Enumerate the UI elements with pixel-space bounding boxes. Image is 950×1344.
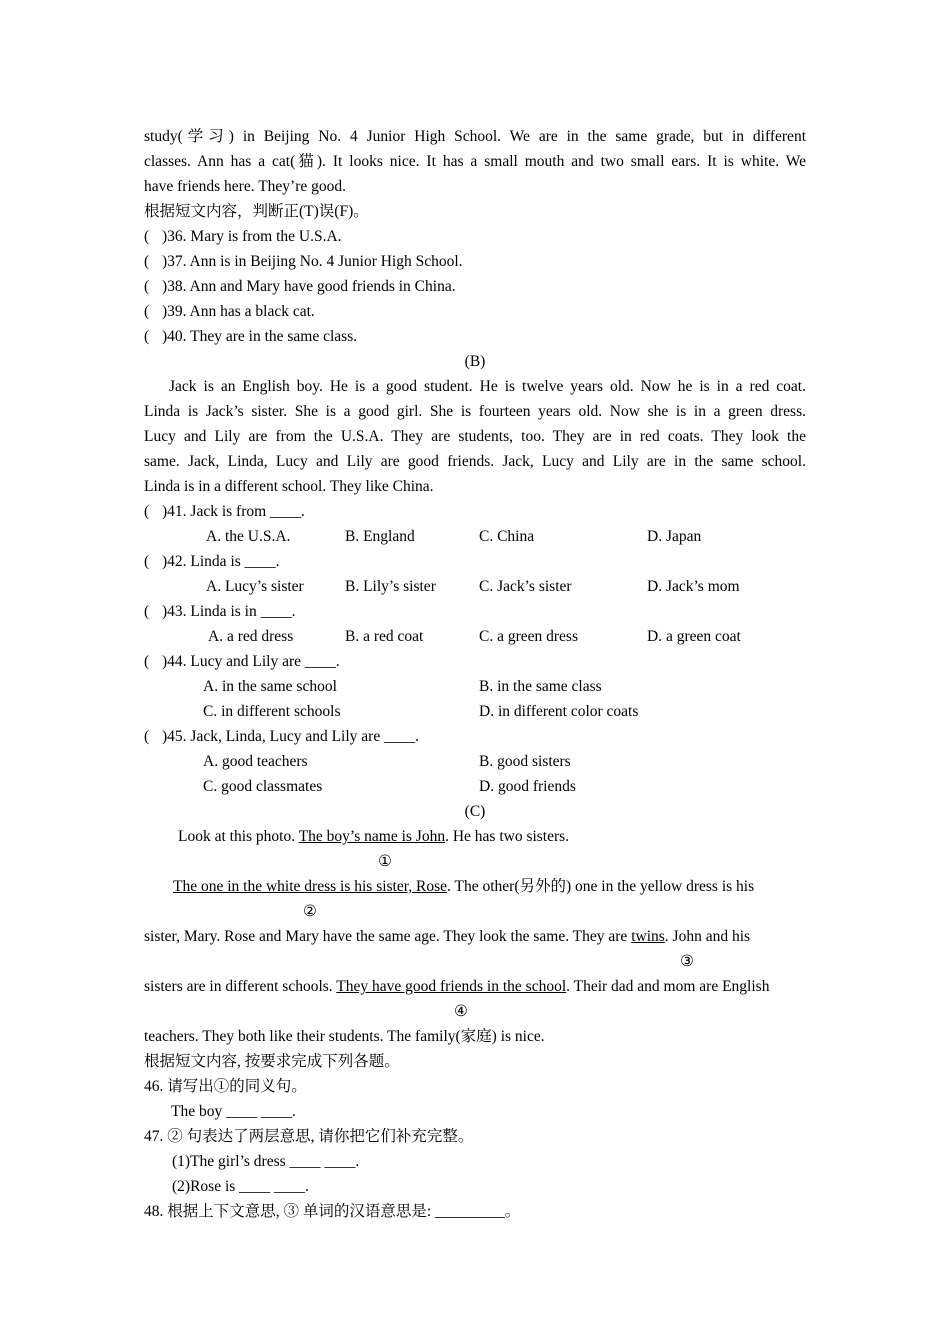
question-47: 47. ② 句表达了两层意思, 请你把它们补充完整。	[144, 1128, 474, 1145]
options-41	[144, 524, 806, 549]
passage-c-line-1: Look at this photo. The boy’s name is John. He has two sisters.	[178, 828, 570, 845]
answer-blank[interactable]: (	[144, 228, 150, 245]
options-44-row2	[144, 699, 806, 724]
option-c[interactable]: C. Jack’s sister	[479, 578, 572, 595]
option-c[interactable]: C. China	[479, 528, 535, 545]
question-42: ( )42. Linda is ____.	[144, 549, 806, 574]
marker-row-3	[144, 949, 806, 974]
passage-c-line-3: sister, Mary. Rose and Mary have the same age. They look the same. They are twins. John and his	[144, 928, 751, 945]
question-46: 46. 请写出①的同义句。	[144, 1078, 307, 1095]
question-45: ( )45. Jack, Linda, Lucy and Lily are ____.	[144, 724, 806, 749]
option-d[interactable]: D. Jack’s mom	[647, 578, 740, 595]
option-d[interactable]: D. in different color coats	[479, 703, 639, 720]
option-d[interactable]: D. good friends	[479, 778, 576, 795]
option-b[interactable]: B. a red coat	[345, 628, 424, 645]
marker-row-1	[144, 849, 806, 874]
option-b[interactable]: B. England	[345, 528, 415, 545]
question-44: ( )44. Lucy and Lily are ____.	[144, 649, 806, 674]
option-c[interactable]: C. a green dress	[479, 628, 578, 645]
section-b-heading: (B)	[464, 353, 486, 370]
option-b[interactable]: B. in the same class	[479, 678, 602, 695]
question-48: 48. 根据上下文意思, ③ 单词的汉语意思是: _________。	[144, 1203, 521, 1220]
answer-blank[interactable]: (	[144, 253, 150, 270]
underlined-sentence-4: They have good friends in the school	[336, 978, 567, 995]
question-43: ( )43. Linda is in ____.	[144, 599, 806, 624]
answer-blank[interactable]: (	[144, 553, 150, 570]
options-45-row2	[144, 774, 806, 799]
passage-b-line: Lucy and Lily are from the U.S.A. They are students, too. They are in red coats. They look the	[144, 428, 806, 445]
exam-page	[144, 124, 806, 1224]
passage-c-line-5: teachers. They both like their students. The family(家庭) is nice.	[144, 1028, 545, 1045]
question-37: ( )37. Ann is in Beijing No. 4 Junior High School.	[144, 249, 806, 274]
circled-number-3: ③	[680, 953, 694, 970]
option-a[interactable]: A. good teachers	[203, 753, 308, 770]
answer-blank[interactable]: (	[144, 328, 150, 345]
options-42	[144, 574, 806, 599]
question-39: ( )39. Ann has a black cat.	[144, 299, 806, 324]
passage-b-line: Linda is in a different school. They like China.	[144, 478, 434, 495]
instruction-a: 根据短文内容，判断正(T)误(F)。	[144, 203, 369, 220]
marker-row-4	[144, 999, 806, 1024]
option-a[interactable]: A. in the same school	[203, 678, 337, 695]
options-44-row1	[144, 674, 806, 699]
answer-blank[interactable]: (	[144, 728, 150, 745]
marker-row-2	[144, 899, 806, 924]
passage-b-line: Linda is Jack’s sister. She is a good girl. She is fourteen years old. Now she is in a green dress.	[144, 403, 806, 420]
circled-number-2: ②	[303, 903, 317, 920]
question-36: ( )36. Mary is from the U.S.A.	[144, 224, 806, 249]
option-d[interactable]: D. Japan	[647, 528, 702, 545]
underlined-sentence-1: The boy’s name is John	[298, 828, 446, 845]
passage-a-line: study(学习) in Beijing No. 4 Junior High School. We are in the same grade, but in different	[144, 128, 806, 145]
option-d[interactable]: D. a green coat	[647, 628, 741, 645]
passage-b-line: Jack is an English boy. He is a good student. He is twelve years old. Now he is in a red coat.	[169, 378, 806, 395]
underlined-word-3: twins	[631, 928, 665, 945]
circled-number-4: ④	[454, 1003, 468, 1020]
answer-blank[interactable]: (	[144, 503, 150, 520]
answer-blank[interactable]: (	[144, 303, 150, 320]
option-a[interactable]: A. Lucy’s sister	[206, 578, 304, 595]
passage-a-line: have friends here. They’re good.	[144, 178, 346, 195]
answer-47-1[interactable]: (1)The girl’s dress ____ ____.	[172, 1153, 360, 1170]
underlined-sentence-2: The one in the white dress is his sister, Rose	[173, 878, 448, 895]
section-c-heading: (C)	[464, 803, 486, 820]
option-a[interactable]: A. the U.S.A.	[206, 528, 291, 545]
option-c[interactable]: C. good classmates	[203, 778, 323, 795]
option-b[interactable]: B. good sisters	[479, 753, 571, 770]
question-38: ( )38. Ann and Mary have good friends in China.	[144, 274, 806, 299]
option-b[interactable]: B. Lily’s sister	[345, 578, 436, 595]
instruction-c: 根据短文内容, 按要求完成下列各题。	[144, 1053, 400, 1070]
question-41: ( )41. Jack is from ____.	[144, 499, 806, 524]
answer-blank[interactable]: (	[144, 653, 150, 670]
circled-number-1: ①	[378, 853, 392, 870]
passage-c-line-2: The one in the white dress is his sister, Rose. The other(另外的) one in the yellow dress is his	[173, 878, 755, 895]
passage-a-line: classes. Ann has a cat(猫). It looks nice. It has a small mouth and two small ears. It is white. We	[144, 153, 806, 170]
passage-c-line-4: sisters are in different schools. They have good friends in the school. Their dad and mom are English	[144, 978, 770, 995]
answer-46[interactable]: The boy ____ ____.	[171, 1103, 296, 1120]
answer-blank[interactable]: (	[144, 278, 150, 295]
option-c[interactable]: C. in different schools	[203, 703, 341, 720]
answer-blank[interactable]: (	[144, 603, 150, 620]
options-45-row1	[144, 749, 806, 774]
options-43	[144, 624, 806, 649]
passage-b-line: same. Jack, Linda, Lucy and Lily are good friends. Jack, Lucy and Lily are in the same school.	[144, 453, 806, 470]
option-a[interactable]: A. a red dress	[208, 628, 294, 645]
question-40: ( )40. They are in the same class.	[144, 324, 806, 349]
answer-47-2[interactable]: (2)Rose is ____ ____.	[172, 1178, 309, 1195]
